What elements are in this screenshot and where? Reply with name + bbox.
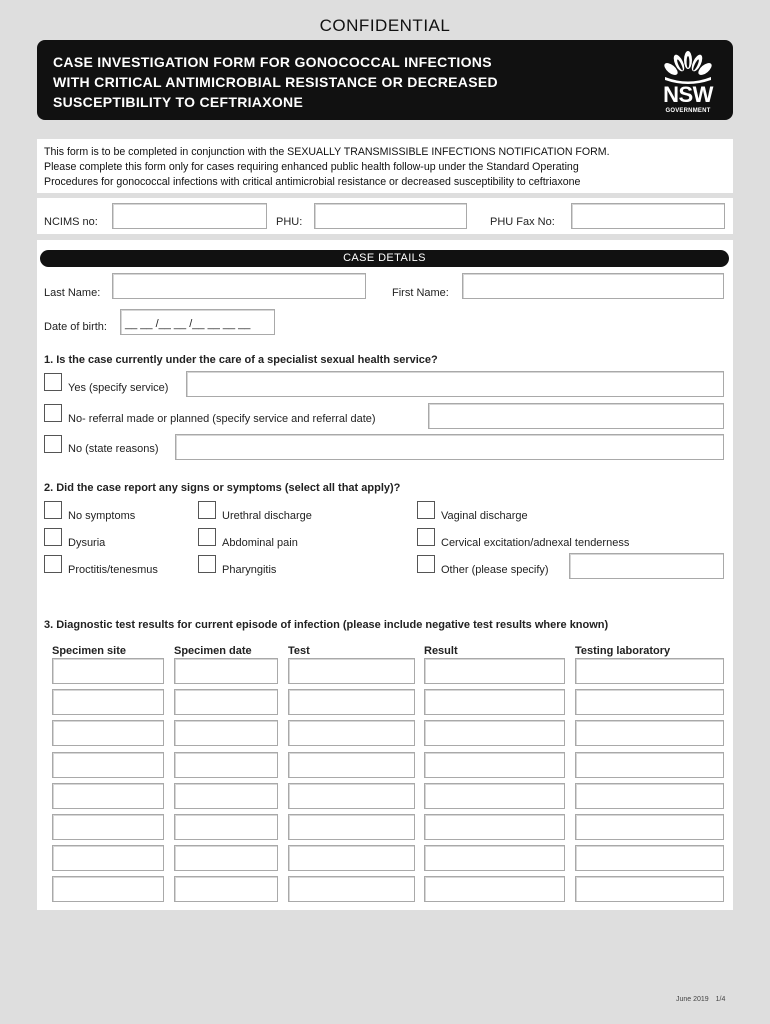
- footer-date: June 2019: [676, 996, 709, 1003]
- nsw-government-logo: [657, 50, 719, 112]
- abdominal-pain-label: Abdominal pain: [222, 537, 298, 549]
- logo-government-text: GOVERNMENT: [665, 108, 711, 114]
- form-title-line: WITH CRITICAL ANTIMICROBIAL RESISTANCE OR DECREASED: [53, 74, 498, 90]
- form-title-line: CASE INVESTIGATION FORM FOR GONOCOCCAL INFECTIONS: [53, 54, 492, 70]
- q1-referral-input[interactable]: [428, 403, 724, 429]
- specimen-date-input[interactable]: [174, 689, 278, 715]
- last-name-label: Last Name:: [44, 287, 101, 299]
- cervical-excitation-checkbox[interactable]: [417, 528, 435, 546]
- first-name-input[interactable]: [462, 273, 724, 299]
- pharyngitis-label: Pharyngitis: [222, 564, 277, 576]
- q1-no-label: No (state reasons): [68, 443, 159, 455]
- result-input[interactable]: [424, 720, 565, 746]
- test-input[interactable]: [288, 876, 415, 902]
- q3-question: 3. Diagnostic test results for current episode of infection (please include negative test results where known): [44, 619, 609, 631]
- test-input[interactable]: [288, 689, 415, 715]
- ncims-input[interactable]: [112, 203, 267, 229]
- q1-yes-label: Yes (specify service): [68, 382, 169, 394]
- specimen-date-input[interactable]: [174, 845, 278, 871]
- specimen-date-input[interactable]: [174, 658, 278, 684]
- other-symptom-label: Other (please specify): [441, 564, 549, 576]
- specimen-date-input[interactable]: [174, 783, 278, 809]
- result-input[interactable]: [424, 783, 565, 809]
- test-input[interactable]: [288, 752, 415, 778]
- case-details-panel: [37, 240, 733, 910]
- urethral-discharge-label: Urethral discharge: [222, 510, 312, 522]
- test-input[interactable]: [288, 783, 415, 809]
- specimen-site-input[interactable]: [52, 720, 164, 746]
- q1-referral-checkbox[interactable]: [44, 404, 62, 422]
- proctitis-label: Proctitis/tenesmus: [68, 564, 158, 576]
- result-input[interactable]: [424, 658, 565, 684]
- case-details-section-header: CASE DETAILS: [40, 250, 729, 267]
- specimen-date-input[interactable]: [174, 720, 278, 746]
- specimen-site-input[interactable]: [52, 783, 164, 809]
- specimen-site-input[interactable]: [52, 658, 164, 684]
- testing-laboratory-input[interactable]: [575, 876, 724, 902]
- testing-laboratory-input[interactable]: [575, 814, 724, 840]
- intro-line: Please complete this form only for cases requiring enhanced public health follow-up under the Standard Operating: [44, 161, 579, 173]
- dob-label: Date of birth:: [44, 321, 107, 333]
- test-input[interactable]: [288, 814, 415, 840]
- waratah-flower-icon: [657, 50, 719, 84]
- abdominal-pain-checkbox[interactable]: [198, 528, 216, 546]
- dysuria-checkbox[interactable]: [44, 528, 62, 546]
- ncims-label: NCIMS no:: [44, 216, 98, 228]
- intro-line: This form is to be completed in conjunction with the SEXUALLY TRANSMISSIBLE INFECTIONS NOTIFICATION FORM.: [44, 146, 610, 158]
- specimen-site-input[interactable]: [52, 689, 164, 715]
- specimen-date-input[interactable]: [174, 876, 278, 902]
- phu-fax-label: PHU Fax No:: [490, 216, 555, 228]
- phu-fax-input[interactable]: [571, 203, 725, 229]
- logo-nsw-text: NSW: [663, 82, 713, 107]
- specimen-site-input[interactable]: [52, 876, 164, 902]
- col-specimen-site: Specimen site: [52, 645, 126, 657]
- intro-panel: [37, 139, 733, 193]
- vaginal-discharge-label: Vaginal discharge: [441, 510, 528, 522]
- form-title: [53, 52, 613, 112]
- proctitis-checkbox[interactable]: [44, 555, 62, 573]
- result-input[interactable]: [424, 814, 565, 840]
- specimen-site-input[interactable]: [52, 752, 164, 778]
- test-input[interactable]: [288, 658, 415, 684]
- test-input[interactable]: [288, 845, 415, 871]
- other-symptom-checkbox[interactable]: [417, 555, 435, 573]
- testing-laboratory-input[interactable]: [575, 783, 724, 809]
- test-input[interactable]: [288, 720, 415, 746]
- q1-yes-checkbox[interactable]: [44, 373, 62, 391]
- page-footer: [676, 996, 725, 1003]
- col-specimen-date: Specimen date: [174, 645, 252, 657]
- no-symptoms-checkbox[interactable]: [44, 501, 62, 519]
- testing-laboratory-input[interactable]: [575, 720, 724, 746]
- dysuria-label: Dysuria: [68, 537, 106, 549]
- cervical-excitation-label: Cervical excitation/adnexal tenderness: [441, 537, 630, 549]
- result-input[interactable]: [424, 689, 565, 715]
- form-title-banner: [37, 40, 733, 120]
- dob-input[interactable]: [120, 309, 275, 335]
- testing-laboratory-input[interactable]: [575, 752, 724, 778]
- specimen-site-input[interactable]: [52, 814, 164, 840]
- pharyngitis-checkbox[interactable]: [198, 555, 216, 573]
- result-input[interactable]: [424, 752, 565, 778]
- result-input[interactable]: [424, 845, 565, 871]
- testing-laboratory-input[interactable]: [575, 845, 724, 871]
- col-testing-laboratory: Testing laboratory: [575, 645, 671, 657]
- testing-laboratory-input[interactable]: [575, 689, 724, 715]
- no-symptoms-label: No symptoms: [68, 510, 136, 522]
- q1-question: 1. Is the case currently under the care of a specialist sexual health service?: [44, 354, 438, 366]
- q1-no-checkbox[interactable]: [44, 435, 62, 453]
- specimen-site-input[interactable]: [52, 845, 164, 871]
- phu-label: PHU:: [276, 216, 303, 228]
- testing-laboratory-input[interactable]: [575, 658, 724, 684]
- specimen-date-input[interactable]: [174, 752, 278, 778]
- q2-question: 2. Did the case report any signs or symptoms (select all that apply)?: [44, 482, 401, 494]
- urethral-discharge-checkbox[interactable]: [198, 501, 216, 519]
- col-test: Test: [288, 645, 310, 657]
- q1-yes-specify-input[interactable]: [186, 371, 724, 397]
- footer-page: 1/4: [715, 996, 726, 1003]
- dob-placeholder: __ __ /__ __ /__ __ __ __: [125, 318, 251, 330]
- confidential-heading: CONFIDENTIAL: [319, 16, 451, 35]
- identifier-panel: [37, 198, 733, 234]
- q1-referral-label: No- referral made or planned (specify service and referral date): [68, 413, 376, 425]
- first-name-label: First Name:: [392, 287, 449, 299]
- other-symptom-input[interactable]: [569, 553, 724, 579]
- intro-text: [44, 145, 728, 190]
- specimen-date-input[interactable]: [174, 814, 278, 840]
- result-input[interactable]: [424, 876, 565, 902]
- q1-no-reasons-input[interactable]: [175, 434, 724, 460]
- last-name-input[interactable]: [112, 273, 366, 299]
- intro-line: Procedures for gonococcal infections with critical antimicrobial resistance or decreased susceptibility to ceftriaxone: [44, 176, 581, 188]
- col-result: Result: [424, 645, 458, 657]
- form-title-line: SUSCEPTIBILITY TO CEFTRIAXONE: [53, 94, 304, 110]
- phu-input[interactable]: [314, 203, 467, 229]
- vaginal-discharge-checkbox[interactable]: [417, 501, 435, 519]
